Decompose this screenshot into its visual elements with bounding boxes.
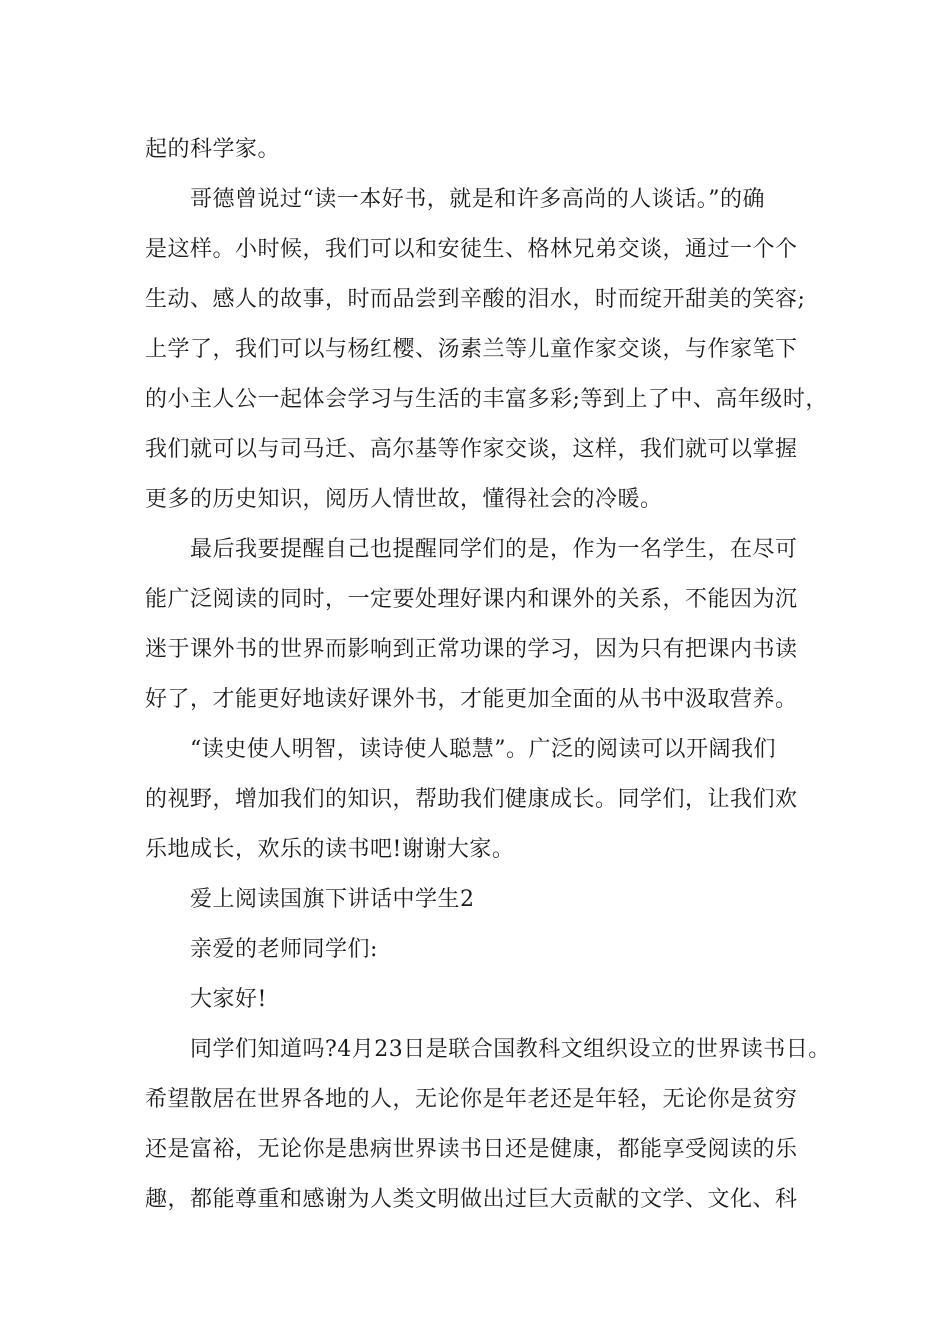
- greeting: 大家好!: [190, 987, 267, 1012]
- text-line: 趣，都能尊重和感谢为人类文明做出过巨大贡献的文学、文化、科: [145, 1187, 798, 1212]
- text-line: 的视野，增加我们的知识，帮助我们健康成长。同学们，让我们欢: [145, 787, 798, 812]
- text-line: 能广泛阅读的同时，一定要处理好课内和课外的关系，不能因为沉: [145, 587, 798, 612]
- text-line: 哥德曾说过“读一本好书，就是和许多高尚的人谈话。”的确: [190, 187, 765, 212]
- text-line: 我们就可以与司马迁、高尔基等作家交谈，这样，我们就可以掌握: [145, 437, 798, 462]
- text-line: 生动、感人的故事，时而品尝到辛酸的泪水，时而绽开甜美的笑容;: [145, 287, 806, 312]
- text-line: 起的科学家。: [145, 137, 281, 162]
- text-line: 好了，才能更好地读好课外书，才能更加全面的从书中汲取营养。: [145, 687, 798, 712]
- text-line: 更多的历史知识，阅历人情世故，懂得社会的冷暖。: [145, 487, 663, 512]
- text-line: 迷于课外书的世界而影响到正常功课的学习，因为只有把课内书读: [145, 637, 798, 662]
- text-line: 同学们知道吗?4月23日是联合国教科文组织设立的世界读书日。: [190, 1037, 831, 1062]
- text-line: “读史使人明智，读诗使人聪慧”。广泛的阅读可以开阔我们: [190, 737, 776, 762]
- text-line: 上学了，我们可以与杨红樱、汤素兰等儿童作家交谈，与作家笔下: [145, 337, 798, 362]
- text-line: 希望散居在世界各地的人，无论你是年老还是年轻，无论你是贫穷: [145, 1087, 798, 1112]
- salutation: 亲爱的老师同学们:: [190, 937, 378, 962]
- text-line: 乐地成长，欢乐的读书吧!谢谢大家。: [145, 837, 515, 862]
- text-line: 最后我要提醒自己也提醒同学们的是，作为一名学生，在尽可: [190, 537, 798, 562]
- section-heading: 爱上阅读国旗下讲话中学生2: [190, 887, 475, 912]
- text-line: 还是富裕，无论你是患病世界读书日还是健康，都能享受阅读的乐: [145, 1137, 798, 1162]
- text-line: 的小主人公一起体会学习与生活的丰富多彩;等到上了中、高年级时，: [145, 387, 828, 412]
- text-line: 是这样。小时候，我们可以和安徒生、格林兄弟交谈，通过一个个: [145, 237, 798, 262]
